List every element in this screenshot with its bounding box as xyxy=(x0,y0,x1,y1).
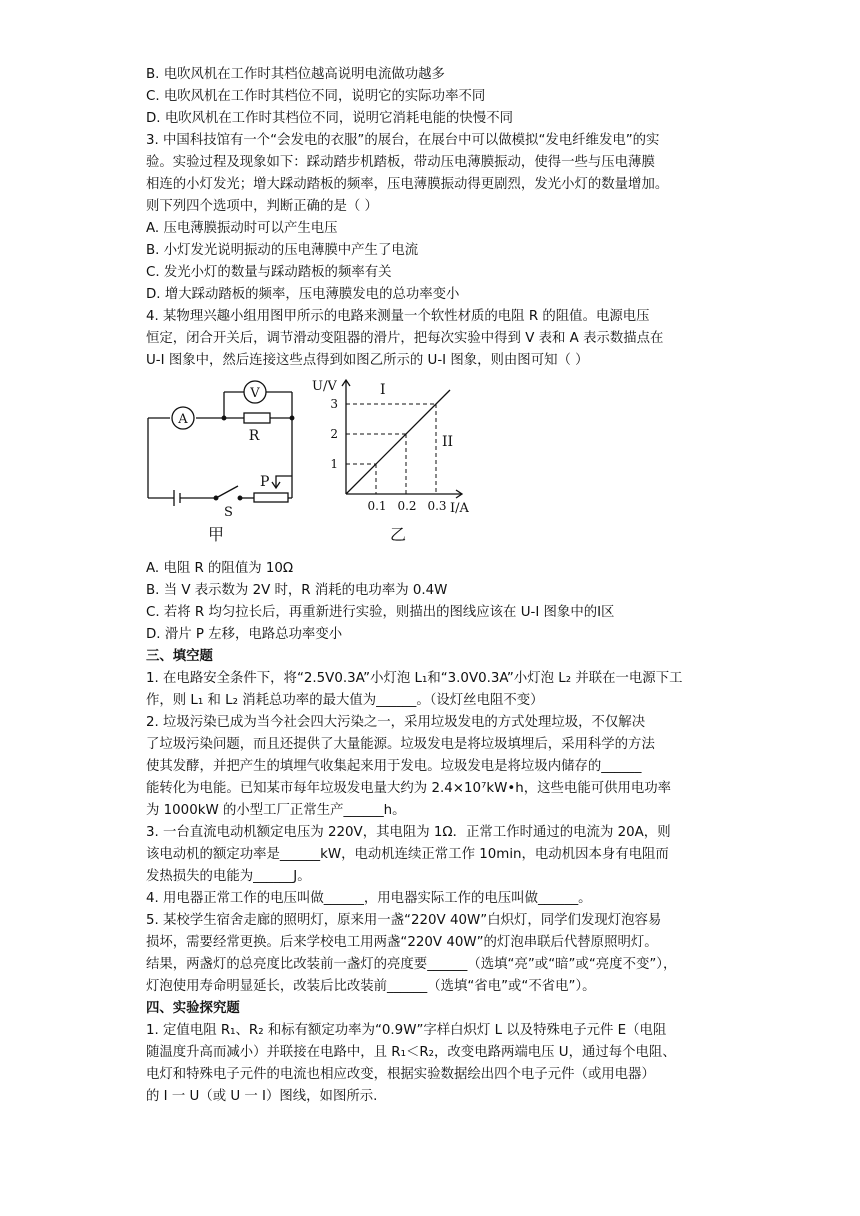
answer-option: D. 滑片 P 左移，电路总功率变小 xyxy=(146,627,343,642)
text-line: 恒定，闭合开关后，调节滑动变阻器的滑片，把每次实验中得到 V 表和 A 表示数描点在 xyxy=(146,331,664,346)
x-tick-0-2: 0.2 xyxy=(397,499,417,513)
text-line: 为 1000kW 的小型工厂正常生产______h。 xyxy=(146,803,406,818)
text-line: 的 I 一 U（或 U 一 I）图线，如图所示. xyxy=(146,1089,378,1104)
text-line: 4. 某物理兴趣小组用图甲所示的电路来测量一个软性材质的电阻 R 的阻值。电源电压 xyxy=(146,309,650,324)
ammeter-label: A xyxy=(178,412,188,427)
voltmeter-label: V xyxy=(250,386,260,401)
text-line: 验。实验过程及现象如下：踩动踏步机踏板，带动压电薄膜振动，使得一些与压电薄膜 xyxy=(146,155,655,170)
switch-label: S xyxy=(224,505,233,520)
y-axis-label: U/V xyxy=(312,379,337,394)
text-line: 相连的小灯发光；增大踩动踏板的频率，压电薄膜振动得更剧烈，发光小灯的数量增加。 xyxy=(146,177,669,192)
answer-option: C. 若将 R 均匀拉长后，再重新进行实验，则描出的图线应该在 U-I 图象中的Ⅰ区 xyxy=(146,605,615,620)
text-line: D. 增大踩动踏板的频率，压电薄膜发电的总功率变小 xyxy=(146,287,460,302)
text-line: 3. 一台直流电动机额定电压为 220V，其电阻为 1Ω．正常工作时通过的电流为 20A，则 xyxy=(146,825,671,840)
question-4-options xyxy=(146,558,726,646)
text-line: 了垃圾污染问题，而且还提供了大量能源。垃圾发电是将垃圾填埋后，采用科学的方法 xyxy=(146,737,655,752)
text-line: 能转化为电能。已知某市每年垃圾发电量大约为 2.4×10⁷kW•h，这些电能可供用电功率 xyxy=(146,781,672,796)
text-line: 发热损失的电能为______J。 xyxy=(146,869,311,884)
text-line: 4. 用电器正常工作的电压叫做______，用电器实际工作的电压叫做______。 xyxy=(146,891,592,906)
x-tick-0-3: 0.3 xyxy=(427,499,447,513)
text-line: 1. 在电路安全条件下，将“2.5V0.3A”小灯泡 L₁和“3.0V0.3A”小灯泡 L₂ 并联在一电源下工 xyxy=(146,671,683,686)
text-line: U-I 图象中，然后连接这些点得到如图乙所示的 U-I 图象，则由图可知（ ） xyxy=(146,353,589,368)
text-line: 1. 定值电阻 R₁、R₂ 和标有额定功率为“0.9W”字样白炽灯 L 以及特殊电子元件 E（电阻 xyxy=(146,1023,667,1038)
document-page xyxy=(146,64,726,1108)
circuit-diagram xyxy=(148,381,294,506)
text-line: 3. 中国科技馆有一个“会发电的衣服”的展台，在展台中可以做模拟“发电纤维发电”的实 xyxy=(146,133,660,148)
ui-graph xyxy=(312,379,470,544)
text-line: 2. 垃圾污染已成为当今社会四大污染之一，采用垃圾发电的方式处理垃圾，不仅解决 xyxy=(146,715,646,730)
answer-option: A. 电阻 R 的阻值为 10Ω xyxy=(146,561,294,576)
x-tick-0-1: 0.1 xyxy=(367,499,387,513)
text-line: 随温度升高而减小）并联接在电路中，且 R₁＜R₂，改变电路两端电压 U，通过每个电阻、 xyxy=(146,1045,676,1060)
answer-option: B. 当 V 表示数为 2V 时，R 消耗的电功率为 0.4W xyxy=(146,583,448,598)
fill-in-questions xyxy=(146,668,726,998)
text-line: A. 压电薄膜振动时可以产生电压 xyxy=(146,221,338,236)
text-line: 灯泡使用寿命明显延长，改装后比改装前______（选填“省电”或“不省电”）。 xyxy=(146,979,596,994)
text-line: 损坏，需要经常更换。后来学校电工用两盏“220V 40W”的灯泡串联后代替原照明灯。 xyxy=(146,935,658,950)
text-line: B. 电吹风机在工作时其档位越高说明电流做功越多 xyxy=(146,67,445,82)
figure-row xyxy=(146,376,726,556)
experiment-questions xyxy=(146,1020,726,1108)
text-line: 结果，两盏灯的总亮度比改装前一盏灯的亮度要______（选填“亮”或“暗”或“亮度不变”）， xyxy=(146,957,677,972)
section-title-experiment: 四、实验探究题 xyxy=(146,1001,240,1016)
text-line: C. 电吹风机在工作时其档位不同，说明它的实际功率不同 xyxy=(146,89,486,104)
text-line: 作，则 L₁ 和 L₂ 消耗总功率的最大值为______。（设灯丝电阻不变） xyxy=(146,693,544,708)
graph-caption: 乙 xyxy=(390,525,407,544)
y-tick-3: 3 xyxy=(330,397,338,411)
text-line: D. 电吹风机在工作时其档位不同，说明它消耗电能的快慢不同 xyxy=(146,111,513,126)
text-line: 该电动机的额定功率是______kW，电动机连续正常工作 10min，电动机因本身有电阻而 xyxy=(146,847,669,862)
circuit-and-graph-figure xyxy=(146,376,506,556)
x-axis-label: I/A xyxy=(450,501,469,516)
y-tick-2: 2 xyxy=(330,427,338,441)
y-tick-1: 1 xyxy=(330,457,338,471)
text-line: B. 小灯发光说明振动的压电薄膜中产生了电流 xyxy=(146,243,419,258)
text-line: 5. 某校学生宿舍走廊的照明灯，原来用一盏“220V 40W”白炽灯，同学们发现灯泡容易 xyxy=(146,913,662,928)
slider-label: P xyxy=(260,474,270,490)
text-line: C. 发光小灯的数量与踩动踏板的频率有关 xyxy=(146,265,392,280)
text-line: 则下列四个选项中，判断正确的是（ ） xyxy=(146,199,378,214)
resistor-label: R xyxy=(248,428,260,444)
section-title-fill: 三、填空题 xyxy=(146,649,213,664)
text-line: 使其发酵，并把产生的填埋气收集起来用于发电。垃圾发电是将垃圾内储存的______ xyxy=(146,759,642,774)
region-1-label: I xyxy=(380,382,386,398)
circuit-caption: 甲 xyxy=(208,525,225,544)
question-text-top xyxy=(146,64,726,372)
text-line: 电灯和特殊电子元件的电流也相应改变，根据实验数据绘出四个电子元件（或用电器） xyxy=(146,1067,655,1082)
region-2-label: II xyxy=(442,434,454,450)
ui-line xyxy=(346,390,450,494)
